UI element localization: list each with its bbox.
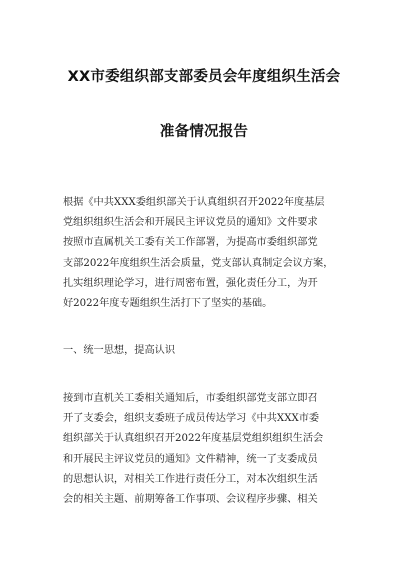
section-heading: 一、统一思想，提高认识	[63, 345, 176, 356]
document-title-line1: XX市委组织部支部委员会年度组织生活会	[67, 69, 341, 85]
intro-line: 党组织组织生活会和开展民主评议党员的通知》文件要求	[63, 217, 318, 229]
section-line: 接到市直机关工委相关通知后，市委组织部党支部立即召	[63, 393, 318, 404]
intro-line: 好2022年度专题组织生活打下了坚实的基础。	[63, 297, 273, 309]
section-line: 组织部关于认真组织召开2022年度基层党组织组织生活会	[63, 433, 324, 445]
section-line: 的思想认识，对相关工作进行责任分工，对本次组织生活	[63, 473, 318, 485]
section-line: 会的相关主题、前期筹备工作事项、会议程序步骤、相关	[63, 493, 318, 505]
intro-line: 按照市直属机关工委有关工作部署，为提高市委组织部党	[63, 237, 318, 249]
intro-paragraph	[63, 193, 349, 314]
intro-line: 扎实组织理论学习，进行周密布置，强化责任分工，为开	[63, 277, 318, 289]
intro-line: 支部2022年度组织生活会质量，党支部认真制定会议方案，	[63, 257, 334, 269]
intro-line: 根据《中共XXX委组织部关于认真组织召开2022年度基层	[63, 197, 325, 208]
section-paragraph	[63, 389, 349, 510]
section-line: 和开展民主评议党员的通知》文件精神，统一了支委成员	[63, 453, 318, 465]
document-title-line2: 准备情况报告	[159, 124, 249, 140]
section-line: 开了支委会，组织支委班子成员传达学习《中共XXX市委	[63, 413, 320, 425]
